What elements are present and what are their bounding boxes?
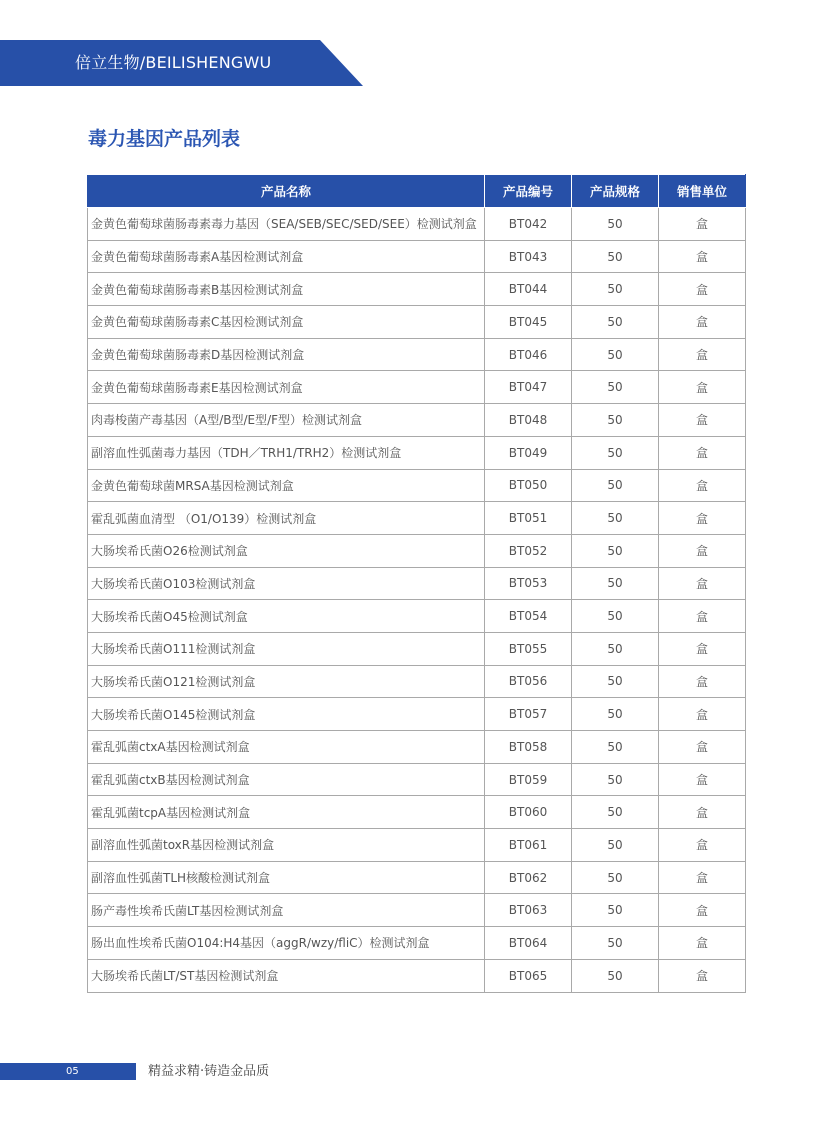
- product-name-cell: 金黄色葡萄球菌肠毒素C基因检测试剂盒: [88, 306, 485, 339]
- product-code-cell: BT054: [485, 600, 572, 633]
- product-spec-cell: 50: [572, 632, 659, 665]
- sales-unit-cell: 盒: [659, 731, 746, 764]
- table-row: [88, 861, 746, 894]
- product-spec-cell: 50: [572, 306, 659, 339]
- product-code-cell: BT064: [485, 927, 572, 960]
- product-code-cell: BT060: [485, 796, 572, 829]
- table-row: [88, 502, 746, 535]
- product-code-cell: BT051: [485, 502, 572, 535]
- product-spec-cell: 50: [572, 338, 659, 371]
- column-header-spec: 产品规格: [572, 175, 659, 208]
- table-row: [88, 927, 746, 960]
- product-code-cell: BT047: [485, 371, 572, 404]
- product-name-cell: 大肠埃希氏菌O103检测试剂盒: [88, 567, 485, 600]
- product-code-cell: BT050: [485, 469, 572, 502]
- product-spec-cell: 50: [572, 959, 659, 992]
- product-spec-cell: 50: [572, 894, 659, 927]
- sales-unit-cell: 盒: [659, 502, 746, 535]
- sales-unit-cell: 盒: [659, 829, 746, 862]
- table-row: [88, 469, 746, 502]
- table-row: [88, 240, 746, 273]
- product-spec-cell: 50: [572, 436, 659, 469]
- sales-unit-cell: 盒: [659, 698, 746, 731]
- table-row: [88, 273, 746, 306]
- product-code-cell: BT063: [485, 894, 572, 927]
- product-spec-cell: 50: [572, 567, 659, 600]
- table-row: [88, 534, 746, 567]
- product-code-cell: BT062: [485, 861, 572, 894]
- product-code-cell: BT065: [485, 959, 572, 992]
- sales-unit-cell: 盒: [659, 404, 746, 437]
- table-row: [88, 632, 746, 665]
- product-spec-cell: 50: [572, 404, 659, 437]
- product-spec-cell: 50: [572, 600, 659, 633]
- sales-unit-cell: 盒: [659, 632, 746, 665]
- product-code-cell: BT043: [485, 240, 572, 273]
- product-code-cell: BT055: [485, 632, 572, 665]
- column-header-code: 产品编号: [485, 175, 572, 208]
- brand-name: 倍立生物/BEILISHENGWU: [75, 53, 272, 72]
- product-spec-cell: 50: [572, 534, 659, 567]
- sales-unit-cell: 盒: [659, 469, 746, 502]
- sales-unit-cell: 盒: [659, 338, 746, 371]
- sales-unit-cell: 盒: [659, 371, 746, 404]
- product-code-cell: BT058: [485, 731, 572, 764]
- sales-unit-cell: 盒: [659, 436, 746, 469]
- table-row: [88, 894, 746, 927]
- product-spec-cell: 50: [572, 208, 659, 241]
- product-spec-cell: 50: [572, 698, 659, 731]
- product-code-cell: BT057: [485, 698, 572, 731]
- product-spec-cell: 50: [572, 927, 659, 960]
- sales-unit-cell: 盒: [659, 273, 746, 306]
- product-name-cell: 大肠埃希氏菌O111检测试剂盒: [88, 632, 485, 665]
- table-row: [88, 829, 746, 862]
- table-row: [88, 371, 746, 404]
- column-header-name: 产品名称: [88, 175, 485, 208]
- sales-unit-cell: 盒: [659, 861, 746, 894]
- product-name-cell: 副溶血性弧菌毒力基因（TDH／TRH1/TRH2）检测试剂盒: [88, 436, 485, 469]
- product-name-cell: 金黄色葡萄球菌MRSA基因检测试剂盒: [88, 469, 485, 502]
- sales-unit-cell: 盒: [659, 763, 746, 796]
- product-code-cell: BT044: [485, 273, 572, 306]
- product-table: [87, 174, 746, 993]
- product-name-cell: 大肠埃希氏菌LT/ST基因检测试剂盒: [88, 959, 485, 992]
- section-title: 毒力基因产品列表: [88, 128, 241, 150]
- product-code-cell: BT052: [485, 534, 572, 567]
- footer-slogan: 精益求精·铸造金品质: [148, 1064, 270, 1079]
- table-row: [88, 665, 746, 698]
- sales-unit-cell: 盒: [659, 208, 746, 241]
- table-row: [88, 600, 746, 633]
- product-name-cell: 金黄色葡萄球菌肠毒素A基因检测试剂盒: [88, 240, 485, 273]
- product-name-cell: 霍乱弧菌tcpA基因检测试剂盒: [88, 796, 485, 829]
- product-code-cell: BT048: [485, 404, 572, 437]
- product-code-cell: BT042: [485, 208, 572, 241]
- product-spec-cell: 50: [572, 731, 659, 764]
- table-row: [88, 959, 746, 992]
- table-row: [88, 338, 746, 371]
- product-name-cell: 肉毒梭菌产毒基因（A型/B型/E型/F型）检测试剂盒: [88, 404, 485, 437]
- sales-unit-cell: 盒: [659, 894, 746, 927]
- sales-unit-cell: 盒: [659, 306, 746, 339]
- product-code-cell: BT059: [485, 763, 572, 796]
- sales-unit-cell: 盒: [659, 927, 746, 960]
- product-name-cell: 肠产毒性埃希氏菌LT基因检测试剂盒: [88, 894, 485, 927]
- product-spec-cell: 50: [572, 665, 659, 698]
- table-row: [88, 306, 746, 339]
- product-name-cell: 霍乱弧菌ctxB基因检测试剂盒: [88, 763, 485, 796]
- table-body: [88, 208, 746, 993]
- table-row: [88, 567, 746, 600]
- product-name-cell: 副溶血性弧菌TLH核酸检测试剂盒: [88, 861, 485, 894]
- page-number: 05: [66, 1066, 79, 1077]
- sales-unit-cell: 盒: [659, 796, 746, 829]
- product-code-cell: BT045: [485, 306, 572, 339]
- column-header-unit: 销售单位: [659, 175, 746, 208]
- product-code-cell: BT053: [485, 567, 572, 600]
- table-row: [88, 698, 746, 731]
- sales-unit-cell: 盒: [659, 240, 746, 273]
- sales-unit-cell: 盒: [659, 600, 746, 633]
- sales-unit-cell: 盒: [659, 959, 746, 992]
- product-code-cell: BT049: [485, 436, 572, 469]
- product-spec-cell: 50: [572, 273, 659, 306]
- product-spec-cell: 50: [572, 861, 659, 894]
- table-row: [88, 796, 746, 829]
- sales-unit-cell: 盒: [659, 534, 746, 567]
- product-code-cell: BT056: [485, 665, 572, 698]
- product-spec-cell: 50: [572, 240, 659, 273]
- product-spec-cell: 50: [572, 763, 659, 796]
- product-name-cell: 副溶血性弧菌toxR基因检测试剂盒: [88, 829, 485, 862]
- product-spec-cell: 50: [572, 371, 659, 404]
- sales-unit-cell: 盒: [659, 567, 746, 600]
- product-spec-cell: 50: [572, 829, 659, 862]
- product-code-cell: BT046: [485, 338, 572, 371]
- table-row: [88, 404, 746, 437]
- product-spec-cell: 50: [572, 502, 659, 535]
- product-name-cell: 金黄色葡萄球菌肠毒素E基因检测试剂盒: [88, 371, 485, 404]
- table-row: [88, 731, 746, 764]
- product-spec-cell: 50: [572, 796, 659, 829]
- product-name-cell: 肠出血性埃希氏菌O104:H4基因（aggR/wzy/fliC）检测试剂盒: [88, 927, 485, 960]
- product-name-cell: 霍乱弧菌ctxA基因检测试剂盒: [88, 731, 485, 764]
- product-spec-cell: 50: [572, 469, 659, 502]
- sales-unit-cell: 盒: [659, 665, 746, 698]
- table-row: [88, 763, 746, 796]
- product-name-cell: 金黄色葡萄球菌肠毒素D基因检测试剂盒: [88, 338, 485, 371]
- product-name-cell: 大肠埃希氏菌O45检测试剂盒: [88, 600, 485, 633]
- product-code-cell: BT061: [485, 829, 572, 862]
- product-name-cell: 金黄色葡萄球菌肠毒素B基因检测试剂盒: [88, 273, 485, 306]
- table-header-row: [88, 175, 746, 208]
- product-name-cell: 霍乱弧菌血清型 （O1/O139）检测试剂盒: [88, 502, 485, 535]
- table-row: [88, 208, 746, 241]
- product-name-cell: 大肠埃希氏菌O145检测试剂盒: [88, 698, 485, 731]
- product-name-cell: 金黄色葡萄球菌肠毒素毒力基因（SEA/SEB/SEC/SED/SEE）检测试剂盒: [88, 208, 485, 241]
- table-row: [88, 436, 746, 469]
- product-name-cell: 大肠埃希氏菌O26检测试剂盒: [88, 534, 485, 567]
- product-name-cell: 大肠埃希氏菌O121检测试剂盒: [88, 665, 485, 698]
